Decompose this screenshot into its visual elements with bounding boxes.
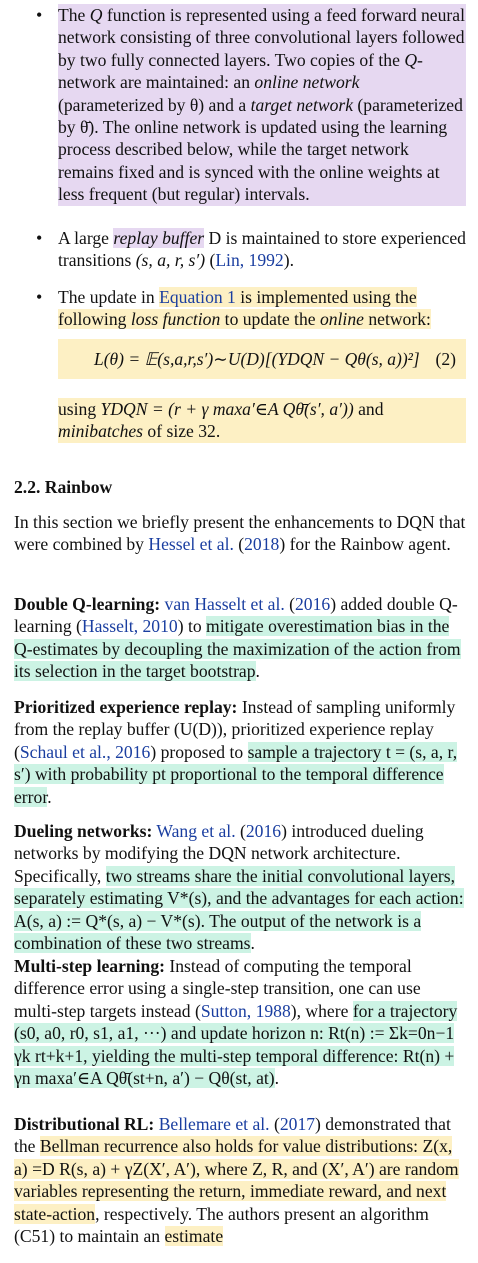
paragraph-title: Dueling networks: (14, 821, 153, 841)
equation-link[interactable]: Equation 1 (159, 287, 236, 307)
citation-year-link[interactable]: 2017 (279, 1114, 316, 1134)
bullet-replay-buffer (58, 227, 466, 272)
text: Instead of computing the temporal difference error using a single-step transition, one can use multi-step targets instead ( (14, 956, 421, 1021)
math-q: Q (89, 5, 103, 25)
text: (parameterized by θ̄). The online network is updated using the learning process described below, while the target network remains fixed and is synced with the online weights at less frequent (but regular) intervals. (58, 94, 463, 205)
equation-body: L(θ) = 𝔼(s,a,r,s′)∼U(D)[(YDQN − Qθ(s, a))²] (94, 348, 420, 369)
paragraph-title: Multi-step learning: (14, 956, 165, 976)
text: ( (284, 594, 295, 614)
paragraph-title: Prioritized experience replay: (14, 697, 238, 717)
text: to update the (220, 309, 320, 330)
text: ) demonstrated that the (14, 1114, 451, 1157)
text: ) added double Q-learning ( (14, 594, 458, 637)
citation-year-link[interactable]: 2016 (245, 821, 282, 841)
bullet-update-loss (58, 286, 466, 331)
text: D is maintained to store experienced transitions (58, 228, 466, 271)
citation-link[interactable]: Lin, 1992 (215, 250, 284, 271)
highlight-yellow: Bellman recurrence also holds for value distributions: Z(x, a) =D R(s, a) + γZ(X′, A′), where Z, R, and (X′, A′) are random variables representing the return, immediate reward, and next state-action (14, 1136, 459, 1224)
paragraph-title: Distributional RL: (14, 1114, 155, 1134)
text: is implemented using the following (58, 287, 417, 330)
text: The (58, 5, 90, 25)
paragraph-double-q (14, 593, 466, 683)
term-online: online (319, 309, 364, 330)
highlight-yellow: estimate (164, 1226, 224, 1247)
highlight-green: sample a trajectory t = (s, a, r, s′) with probability pt proportional to the temporal difference error (14, 741, 458, 807)
citation-link[interactable]: Sutton, 1988 (200, 1000, 291, 1021)
highlight-green: two streams share the initial convolutional layers, separately estimating V*(s), and the advantages for each action: A(s, a) := Q*(s, a) − V*(s). The output of the network is a combination of these two streams (14, 865, 464, 954)
paragraph-prioritized-replay (14, 696, 466, 808)
bullet-marker: • (36, 228, 43, 248)
citation-year-link[interactable]: 2016 (295, 594, 331, 614)
text: and (353, 399, 384, 419)
text: . (250, 933, 255, 954)
term-replay-buffer: replay buffer (113, 228, 205, 248)
equation-followup (58, 398, 466, 443)
citation-link[interactable]: van Hasselt et al. (164, 594, 285, 614)
text: , respectively. The authors present an algorithm (C51) to maintain an (14, 1203, 429, 1247)
citation-link[interactable]: Schaul et al., 2016 (19, 741, 151, 762)
paragraph-title: Double Q-learning: (14, 594, 161, 614)
text: ) proposed to (150, 741, 248, 762)
text: . (255, 661, 260, 682)
section-heading: 2.2. Rainbow (14, 477, 113, 497)
text: of size 32. (143, 421, 221, 442)
text: ( (233, 534, 245, 555)
text: In this section we briefly present the enhancements to DQN that were combined by (14, 512, 466, 555)
text: -network are maintained: an (58, 49, 423, 93)
citation-link[interactable]: Wang et al. (156, 821, 236, 841)
paragraph-dueling (14, 820, 466, 954)
bullet-q-function (58, 4, 466, 206)
text: ( (205, 250, 216, 271)
loss-equation (58, 339, 466, 379)
paragraph-multistep (14, 955, 466, 1089)
equation-number: (2) (435, 348, 456, 369)
text: ), where (290, 1000, 353, 1021)
text: Instead of sampling uniformly from the replay buffer (U(D)), prioritized experience replay ( (14, 697, 456, 762)
text: ) to (177, 616, 207, 637)
text: ( (269, 1114, 280, 1134)
text: A large (58, 228, 114, 248)
citation-link[interactable]: Bellemare et al. (158, 1114, 270, 1134)
term-target-network: target network (250, 94, 354, 115)
highlight-green: mitigate overestimation bias in the Q-estimates by decoupling the maximization of the action from its selection in the target bootstrap (14, 616, 461, 682)
text: ) for the Rainbow agent. (279, 534, 451, 555)
text: using (58, 399, 101, 419)
term-minibatches: minibatches (58, 421, 144, 442)
bullet-marker: • (36, 287, 43, 307)
text: ) introduced dueling networks by modifying the DQN network architecture. Specifically, (14, 821, 424, 886)
citation-year-link[interactable]: 2018 (244, 534, 280, 555)
text: The update in (58, 287, 160, 307)
term-online-network: online network (254, 72, 360, 93)
bullet-marker: • (36, 5, 43, 25)
highlight-green: for a trajectory (s0, a0, r0, s1, a1, ···) and update horizon n: Rt(n) := Σk=0n−1 γk rt+k+1, yielding the multi-step temporal difference: Rt(n) + γn maxa′∈A Qθ̄(st+n, a′) − Qθ(st, at) (14, 1000, 458, 1089)
text: network: (363, 309, 431, 330)
text: . (47, 786, 52, 807)
section-intro (14, 511, 466, 556)
text: . (274, 1068, 280, 1089)
math-transition: (s, a, r, s′) (135, 250, 206, 271)
citation-link[interactable]: Hessel et al. (148, 534, 234, 555)
text: (parameterized by θ) and a (58, 94, 251, 115)
paragraph-distributional (14, 1113, 466, 1247)
text: ). (283, 250, 294, 271)
text: function is represented using a feed forward neural network consisting of three convolutional layers followed by two fully connected layers. Two copies of the (58, 5, 465, 70)
math-ydqn: YDQN = (r + γ maxa′∈A Qθ̄(s′, a′)) (100, 399, 354, 419)
citation-link[interactable]: Hasselt, 2010 (81, 616, 178, 637)
math-q: Q (404, 49, 418, 70)
term-loss-function: loss function (130, 309, 221, 330)
text: ( (235, 821, 246, 841)
